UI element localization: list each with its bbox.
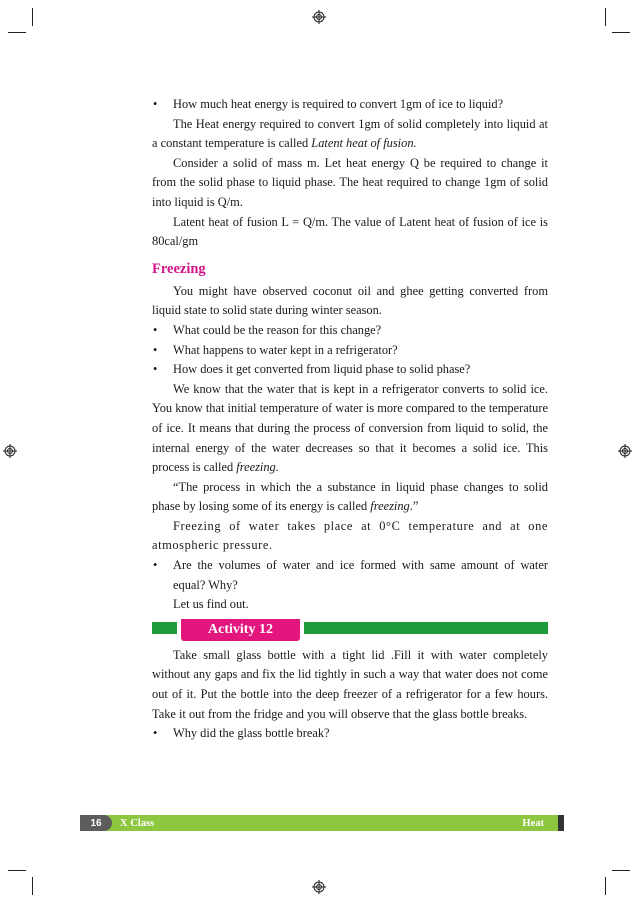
paragraph-text: .” (409, 499, 419, 514)
bullet-question: • Are the volumes of water and ice formed with same amount of water equal? Why? (152, 556, 548, 595)
term-latent-heat: Latent heat of fusion. (311, 136, 417, 151)
paragraph: Let us find out. (173, 597, 249, 612)
paragraph: Latent heat of fusion L = Q/m. The value of Latent heat of fusion of ice is 80cal/gm (152, 214, 548, 249)
crop-mark (605, 877, 606, 895)
crop-mark (612, 870, 630, 871)
crop-mark (8, 870, 26, 871)
crop-mark (8, 32, 26, 33)
footer-end-block (558, 815, 564, 831)
paragraph-text: We know that the water that is kept in a refrigerator converts to solid ice. You know that initial temperature of water is more compared to the temperature of ice. It means that during the process of conversion from liquid to solid, the internal energy of the water decreases so that it becomes a solid ice. This process is called (152, 381, 548, 475)
paragraph: You might have observed coconut oil and ghee getting converted from liquid state to solid state during winter season. (152, 283, 548, 318)
class-label: X Class (120, 817, 155, 829)
definition-quote (152, 478, 548, 517)
registration-mark-icon (3, 444, 17, 458)
bullet-question: • What could be the reason for this change? (152, 321, 548, 341)
bullet-question: • How much heat energy is required to convert 1gm of ice to liquid? (152, 95, 548, 115)
paragraph: Consider a solid of mass m. Let heat energy Q be required to change it from the solid phase to liquid phase. The heat required to change 1gm of solid into liquid is Q/m. (152, 155, 548, 209)
paragraph (152, 115, 548, 154)
page-number: 16 (80, 815, 112, 831)
crop-mark (612, 32, 630, 33)
term-freezing: freezing. (236, 460, 279, 475)
crop-mark (605, 8, 606, 26)
paragraph: Freezing of water takes place at 0°C temperature and at one atmospheric pressure. (152, 518, 548, 553)
bullet-question: • Why did the glass bottle break? (152, 724, 548, 744)
page-content (152, 95, 548, 744)
term-freezing: freezing (370, 499, 410, 514)
paragraph (152, 380, 548, 478)
paragraph-text: The Heat energy required to convert 1gm of solid completely into liquid at a constant temperature is called (152, 116, 548, 151)
crop-mark (32, 8, 33, 26)
activity-banner (152, 619, 548, 641)
section-heading: Freezing (152, 260, 206, 277)
chapter-label: Heat (522, 817, 544, 829)
activity-title: Activity 12 (181, 619, 300, 641)
registration-mark-icon (312, 880, 326, 894)
paragraph-text: “The process in which the a substance in liquid phase changes to solid phase by losing some of its energy is called (152, 479, 548, 514)
page-footer (80, 815, 564, 831)
registration-mark-icon (312, 10, 326, 24)
banner-bar (152, 622, 177, 634)
bullet-question: • How does it get converted from liquid phase to solid phase? (152, 360, 548, 380)
paragraph: Take small glass bottle with a tight lid .Fill it with water completely without any gaps and fix the lid tightly in such a way that water does not come out of it. Put the bottle into the deep freezer of a refrigerator for a few hours. Take it out from the fridge and you will observe that the glass bottle breaks. (152, 647, 548, 721)
bullet-question: • What happens to water kept in a refrigerator? (152, 341, 548, 361)
crop-mark (32, 877, 33, 895)
registration-mark-icon (618, 444, 632, 458)
banner-bar (304, 622, 548, 634)
